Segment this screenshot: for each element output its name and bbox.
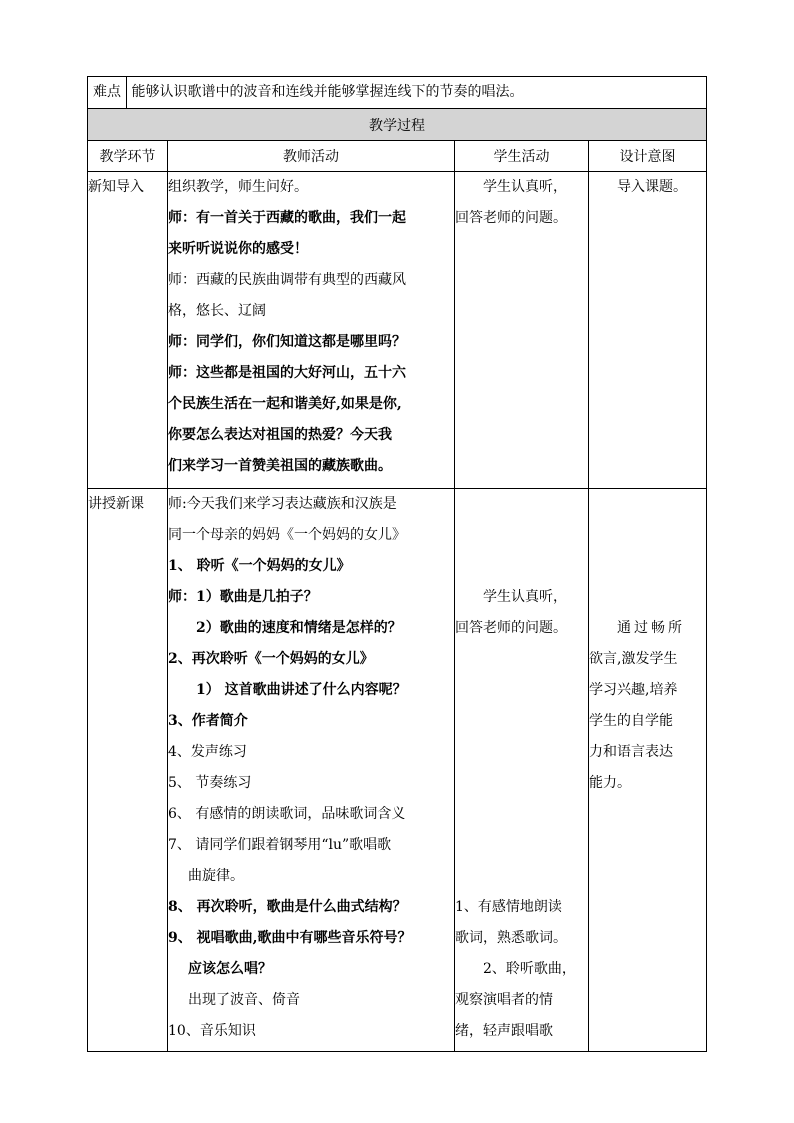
lecture-line-4: 师：1）歌曲是几拍子？ — [168, 589, 318, 605]
lecture-line-5: 2）歌曲的速度和情绪是怎样的？ — [196, 620, 402, 636]
lecture-intent-1: 通过畅所 — [617, 620, 685, 636]
lecture-line-17: 出现了波音、倚音 — [188, 992, 300, 1008]
intro-teacher-cell — [168, 172, 455, 489]
lecture-student-4: 歌词，熟悉歌词。 — [455, 930, 567, 946]
lecture-intent-6: 能力。 — [589, 775, 631, 791]
lecture-line-11: 6、 有感情的朗读歌词，品味歌词含义 — [168, 806, 406, 822]
lecture-line-18: 10、音乐知识 — [168, 1023, 256, 1039]
intro-line-2: 师：有一首关于西藏的歌曲，我们一起 — [168, 210, 406, 226]
intro-line-9: 你要怎么表达对祖国的热爱？今天我 — [168, 427, 392, 443]
intro-line-1: 组织教学，师生问好。 — [168, 179, 308, 195]
difficulty-content: 能够认识歌谱中的波音和连线并能够掌握连线下的节奏的唱法。 — [131, 84, 524, 100]
lecture-line-9: 4、发声练习 — [168, 744, 247, 760]
section-title: 教学过程 — [88, 109, 707, 141]
lecture-student-5: 2、聆听歌曲， — [483, 961, 576, 977]
lecture-line-7: 1） 这首歌曲讲述了什么内容呢？ — [196, 682, 407, 698]
lecture-intent-2: 欲言,激发学生 — [589, 651, 678, 667]
lecture-student-7: 绪，轻声跟唱歌 — [455, 1023, 553, 1039]
lecture-line-16: 应该怎么唱？ — [188, 961, 272, 977]
lecture-student-2: 回答老师的问题。 — [455, 620, 567, 636]
lecture-line-3: 1、 聆听《一个妈妈的女儿》 — [168, 558, 351, 574]
lecture-intent-4: 学生的自学能 — [589, 713, 673, 729]
intro-student-1: 学生认真听， — [483, 179, 567, 195]
lecture-line-8: 3、作者简介 — [168, 713, 248, 729]
intro-line-5: 格，悠长、辽阔 — [168, 303, 266, 319]
lecture-line-10: 5、 节奏练习 — [168, 775, 252, 791]
lecture-line-6: 2、再次聆听《一个妈妈的女儿》 — [168, 651, 374, 667]
lecture-stage — [88, 489, 168, 1052]
lesson-plan-table — [87, 76, 707, 1052]
lecture-student-1: 学生认真听， — [483, 589, 567, 605]
lecture-intent-5: 力和语言表达 — [589, 744, 673, 760]
intro-line-6: 师：同学们，你们知道这都是哪里吗？ — [168, 334, 406, 350]
lecture-teacher-cell — [168, 489, 455, 1052]
intro-stage-label: 新知导入 — [88, 179, 144, 195]
intro-line-7: 师：这些都是祖国的大好河山，五十六 — [168, 365, 406, 381]
header-student: 学生活动 — [455, 141, 589, 172]
lecture-student-6: 观察演唱者的情 — [455, 992, 553, 1008]
lecture-student-3: 1、有感情地朗读 — [455, 899, 562, 915]
section-title-row — [88, 109, 707, 141]
lecture-line-13: 曲旋律。 — [188, 868, 244, 884]
lecture-stage-label: 讲授新课 — [88, 496, 144, 512]
header-stage: 教学环节 — [88, 141, 168, 172]
intro-line-3: 来听听说说你的感受！ — [168, 241, 308, 257]
difficulty-label: 难点 — [88, 77, 127, 108]
intro-line-10: 们来学习一首赞美祖国的藏族歌曲。 — [168, 458, 392, 474]
intro-intent-1: 导入课题。 — [617, 179, 687, 195]
difficulty-row — [88, 77, 707, 109]
intro-row — [88, 172, 707, 489]
difficulty-content-cell — [131, 77, 707, 109]
header-intent: 设计意图 — [589, 141, 707, 172]
lecture-line-2: 同一个母亲的妈妈《一个妈妈的女儿》 — [168, 527, 406, 543]
lecture-line-15: 9、 视唱歌曲,歌曲中有哪些音乐符号？ — [168, 930, 412, 946]
lecture-intent-3: 学习兴趣,培养 — [589, 682, 678, 698]
header-teacher: 教师活动 — [168, 141, 455, 172]
header-row — [88, 141, 707, 172]
intro-student-2: 回答老师的问题。 — [455, 210, 567, 226]
intro-line-4: 师：西藏的民族曲调带有典型的西藏风 — [168, 272, 406, 288]
intro-stage — [88, 172, 168, 489]
lecture-line-12: 7、 请同学们跟着钢琴用“lu”歌唱歌 — [168, 837, 392, 853]
lecture-row — [88, 489, 707, 1052]
lecture-student-cell — [455, 489, 589, 1052]
intro-line-8: 个民族生活在一起和谐美好,如果是你, — [168, 396, 402, 412]
intro-intent-cell — [589, 172, 707, 489]
lecture-line-1: 师:今天我们来学习表达藏族和汉族是 — [168, 496, 397, 512]
lecture-intent-cell — [589, 489, 707, 1052]
lecture-line-14: 8、 再次聆听，歌曲是什么曲式结构？ — [168, 899, 407, 915]
intro-student-cell — [455, 172, 589, 489]
